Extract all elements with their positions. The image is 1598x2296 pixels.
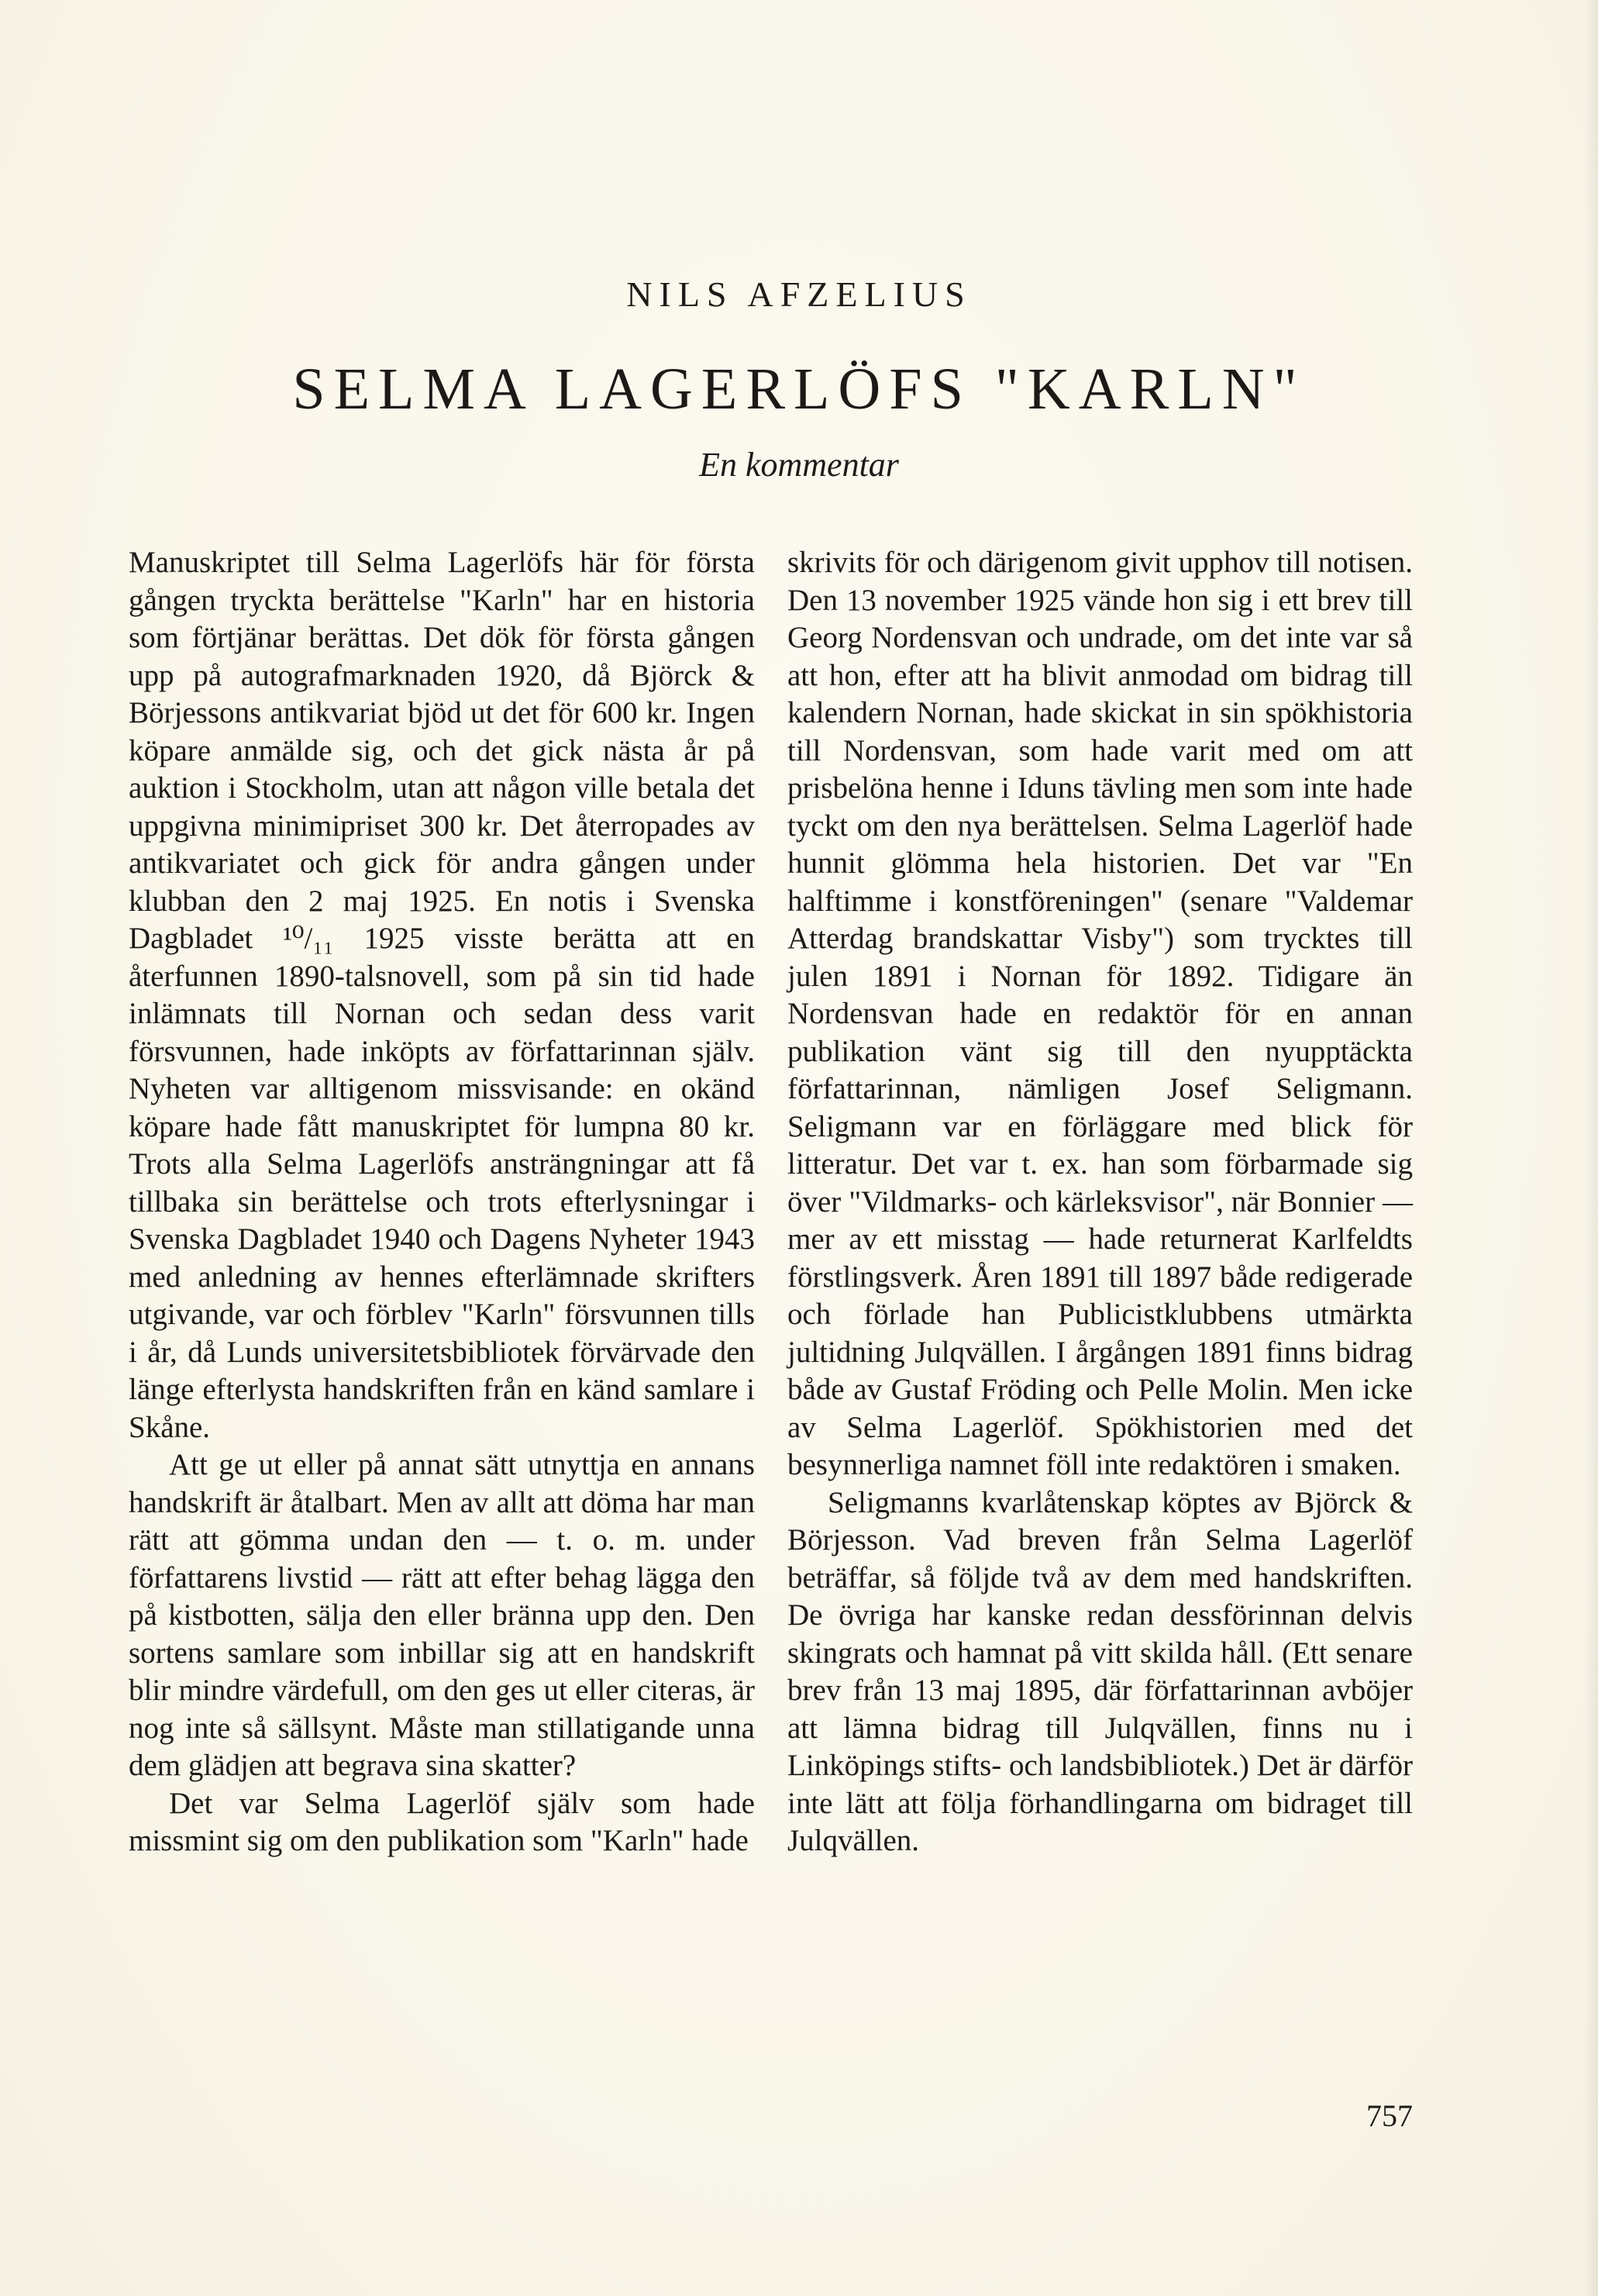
left-paragraph-2: Att ge ut eller på annat sätt utnyttja en annans handskrift är åtalbart. Men av allt att döma har man rätt att gömma undan den — t. o. m. under författarens livstid — rätt att efter behag lägga den på kistbotten, sälja den eller bränna upp den. Den sortens samlare som inbillar sig att en handskrift blir mindre värdefull, om den ges ut eller citeras, är nog inte så sällsynt. Måste man stillatigande unna dem glädjen att begrava sina skatter? (129, 1448, 755, 1782)
article-subtitle: En kommentar (699, 446, 899, 484)
article-author: NILS AFZELIUS (626, 274, 972, 314)
article-title: SELMA LAGERLÖFS "KARLN" (292, 357, 1306, 422)
right-paragraph-2: Seligmanns kvarlåtenskap köptes av Björck & Börjesson. Vad breven från Selma Lagerlöf beträffar, så följde två av dem med handskriften. De övriga har kanske redan dessförinnan delvis skingrats och hamnat på vitt skilda håll. (Ett senare brev från 13 maj 1895, där författarinnan avböjer att lämna bidrag till Julqvällen, finns nu i Linköpings stifts- och landsbibliotek.) Det är därför inte lätt att följa förhandlingarna om bidraget till Julqvällen. (787, 1485, 1413, 1857)
right-column (787, 544, 1413, 1860)
left-column (129, 544, 755, 1860)
left-paragraph-3: Det var Selma Lagerlöf själv som hade missmint sig om den publikation som "Karln" hade (129, 1786, 755, 1857)
page-edge-shadow (1584, 0, 1598, 2296)
left-paragraph-1: Manuskriptet till Selma Lagerlöfs här för första gången tryckta berättelse "Karln" har en historia som förtjänar berättas. Det dök för första gången upp på autografmarknaden 1920, då Björck & Börjessons antikvariat bjöd ut det för 600 kr. Ingen köpare anmälde sig, och det gick nästa år på auktion i Stockholm, utan att någon ville betala det uppgivna minimipriset 300 kr. Det återropades av antikvariatet och gick för andra gången under klubban den 2 maj 1925. En notis i Svenska Dagbladet ¹⁰/₁₁ 1925 visste berätta att en återfunnen 1890-talsnovell, som på sin tid hade inlämnats till Nornan och sedan dess varit försvunnen, hade inköpts av författarinnan själv. Nyheten var alltigenom missvisande: en okänd köpare hade fått manuskriptet för lumpna 80 kr. Trots alla Selma Lagerlöfs ansträngningar att få tillbaka sin berättelse och trots efterlysningar i Svenska Dagbladet 1940 och Dagens Nyheter 1943 med anledning av hennes efterlämnade skrifters utgivande, var och förblev "Karln" försvunnen tills i år, då Lunds universitetsbibliotek förvärvade den länge efterlysta handskriften från en känd samlare i Skåne. (129, 546, 755, 1444)
page-number: 757 (1366, 2098, 1413, 2133)
right-paragraph-1: skrivits för och därigenom givit upphov till notisen. Den 13 november 1925 vände hon sig i ett brev till Georg Nordensvan och undrade, om det inte var så att hon, efter att ha blivit anmodad om bidrag till kalendern Nornan, hade skickat in sin spökhistoria till Nordensvan, som hade varit med om att prisbelöna henne i Iduns tävling men som inte hade tyckt om den nya berättelsen. Selma Lagerlöf hade hunnit glömma hela historien. Det var "En halftimme i konstföreningen" (senare "Valdemar Atterdag brandskattar Visby") som trycktes till julen 1891 i Nornan för 1892. Tidigare än Nordensvan hade en redaktör för en annan publikation vänt sig till den nyupptäckta författarinnan, nämligen Josef Seligmann. Seligmann var en förläggare med blick för litteratur. Det var t. ex. han som förbarmade sig över "Vildmarks- och kärleksvisor", när Bonnier — mer av ett misstag — hade returnerat Karlfeldts förstlingsverk. Åren 1891 till 1897 både redigerade och förlade han Publicistklubbens utmärkta jultidning Julqvällen. I årgången 1891 finns bidrag både av Gustaf Fröding och Pelle Molin. Men icke av Selma Lagerlöf. Spökhistorien med det besynnerliga namnet föll inte redaktören i smaken. (787, 546, 1413, 1481)
